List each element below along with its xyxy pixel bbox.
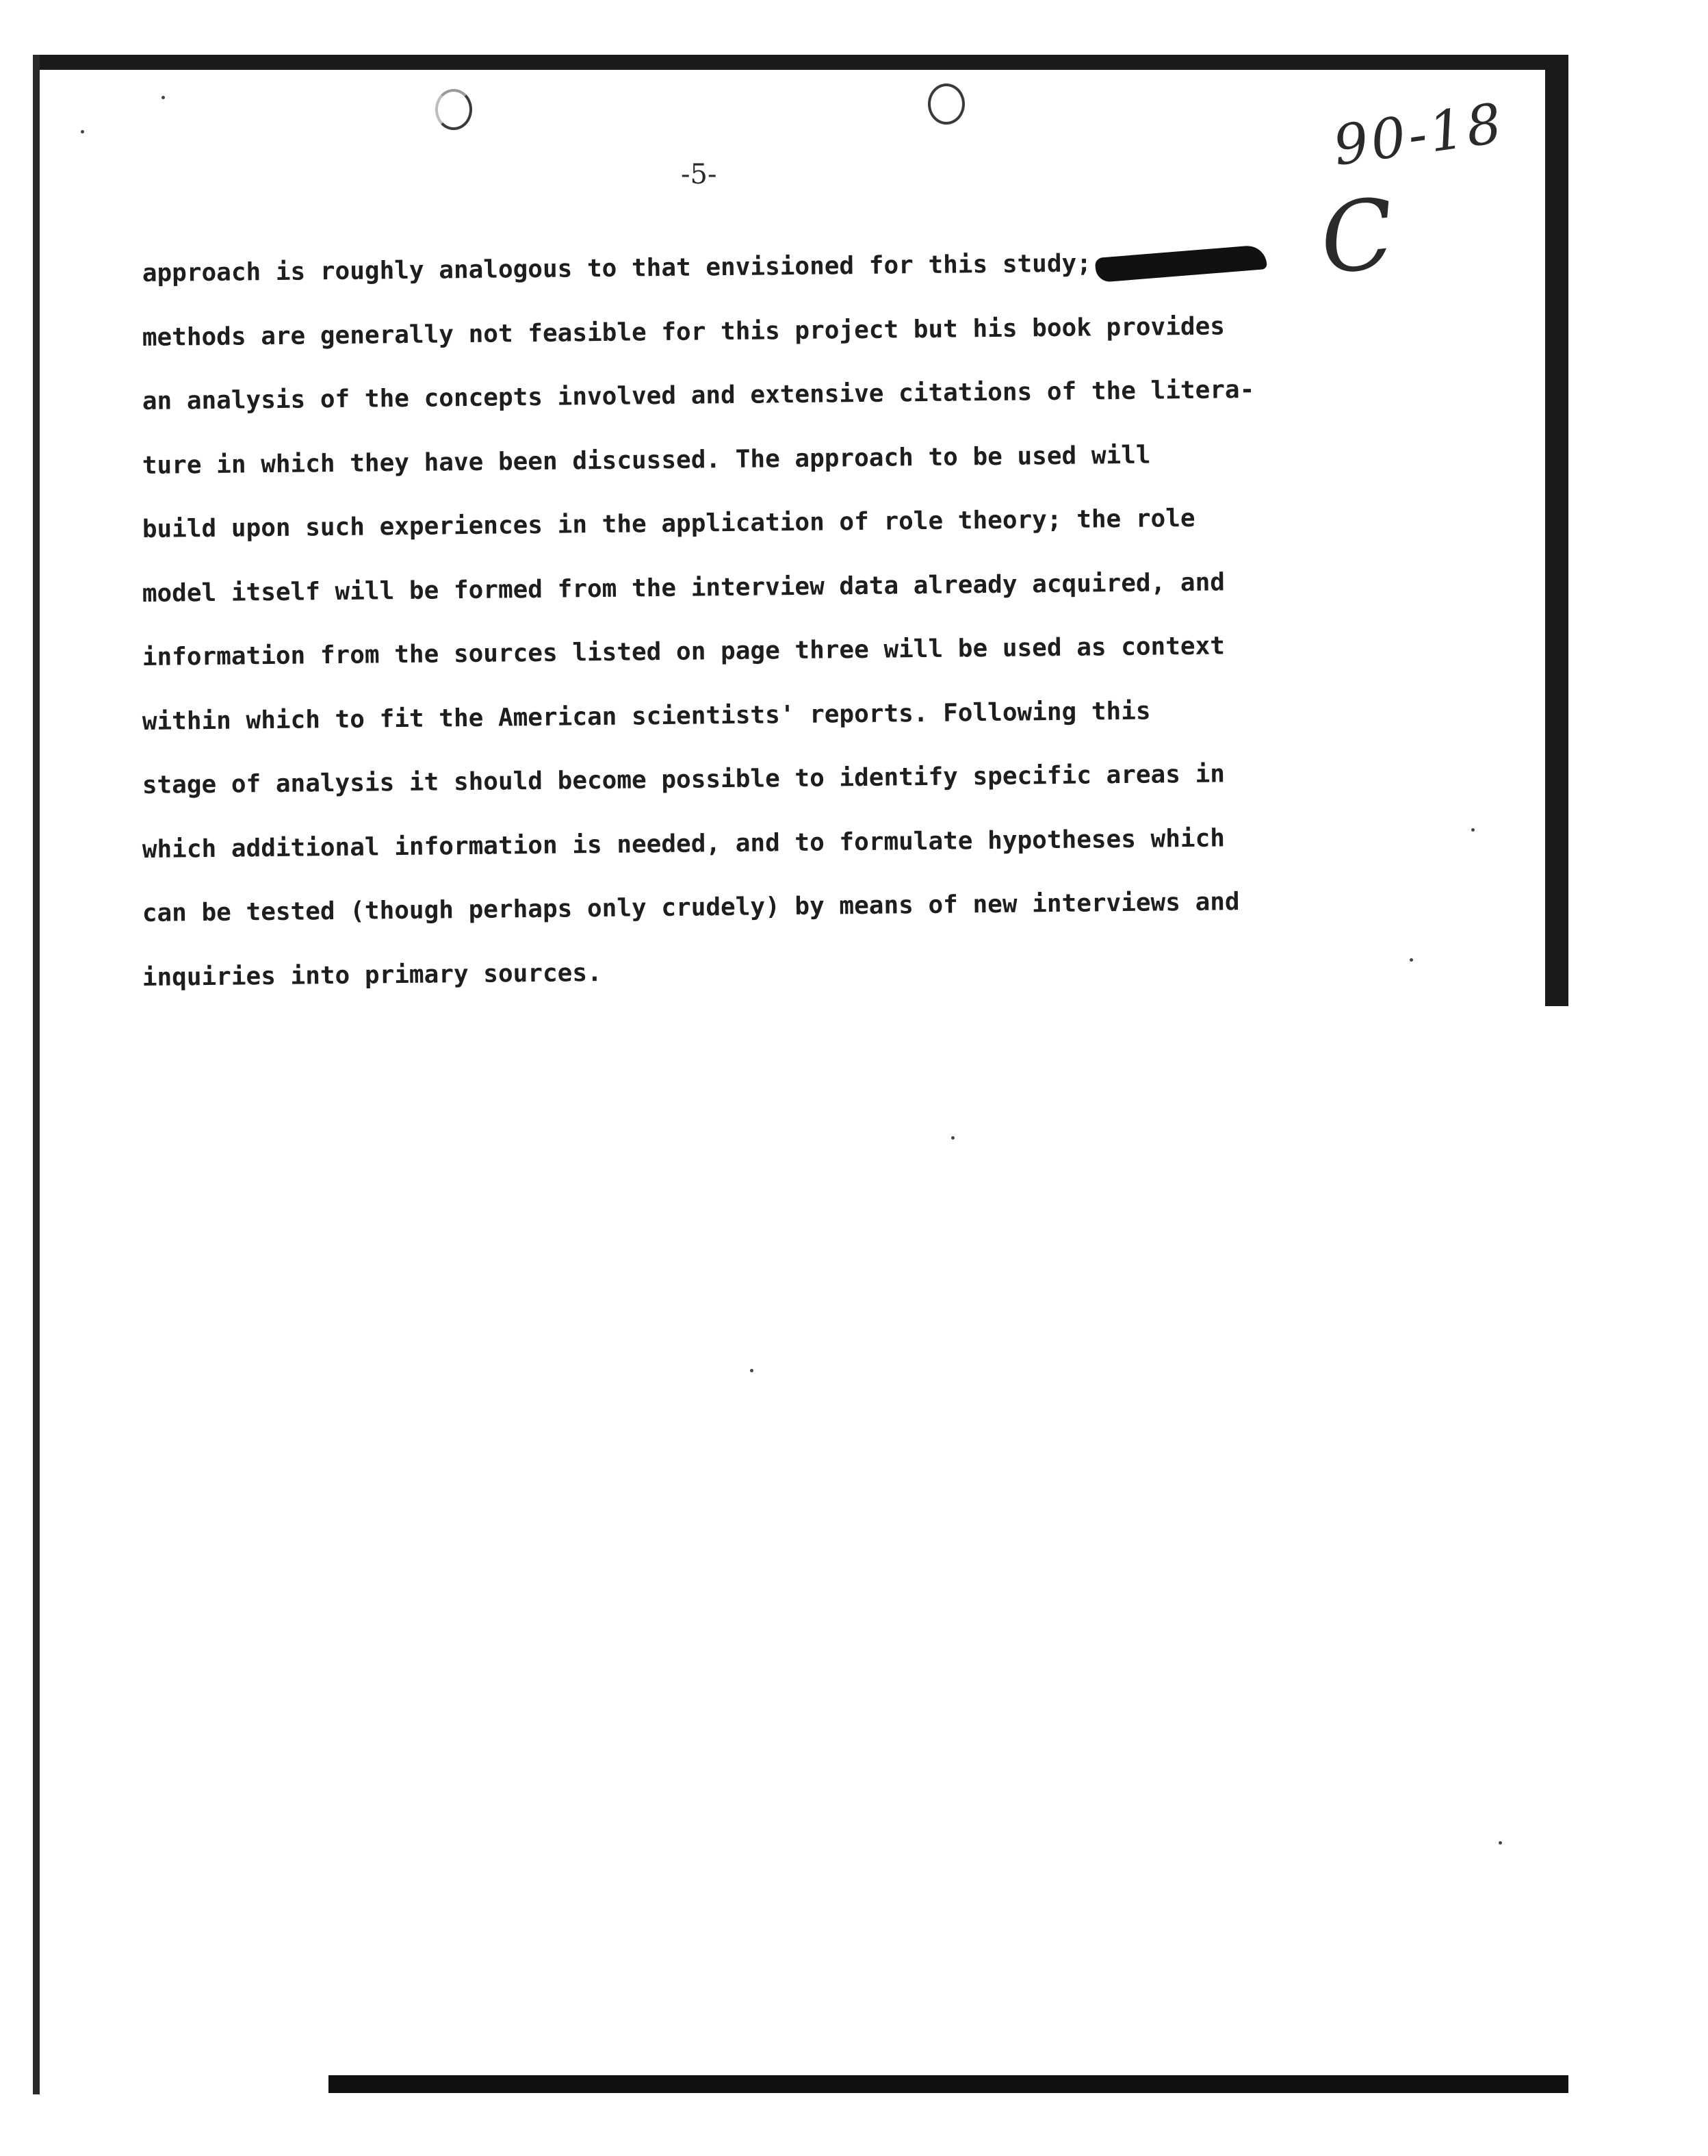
text-line: model itself will be formed from the interview data already acquired, and — [142, 567, 1226, 608]
scan-border-top — [33, 55, 1568, 70]
scan-border-bottom — [328, 2075, 1568, 2093]
text-line: information from the sources listed on page three will be used as context — [142, 632, 1226, 671]
text-line: stage of analysis it should become possible to identify specific areas in — [142, 760, 1226, 799]
text-line-content: approach is roughly analogous to that envisioned for this study; — [142, 249, 1092, 287]
scan-speck — [81, 130, 84, 133]
text-line: build upon such experiences in the application of role theory; the role — [142, 504, 1195, 543]
text-line: ture in which they have been discussed. The approach to be used will — [142, 441, 1151, 480]
handwritten-letter: C — [1315, 177, 1400, 297]
handwritten-annotation: 90-18 — [1329, 91, 1508, 178]
scan-border-left — [33, 55, 40, 2094]
body-text — [142, 249, 1306, 1021]
page-number: -5- — [681, 159, 717, 190]
text-line: within which to fit the American scientists' reports. Following this — [142, 697, 1151, 736]
scan-speck — [1410, 958, 1413, 962]
redaction-mark — [1095, 244, 1267, 283]
text-line: which additional information is needed, and to formulate hypotheses which — [142, 823, 1226, 864]
scan-speck — [1499, 1841, 1502, 1845]
text-line — [142, 241, 1306, 317]
punch-hole-left — [435, 89, 472, 130]
punch-hole-right — [928, 84, 965, 125]
scan-border-right — [1545, 55, 1568, 1006]
scan-speck — [161, 96, 165, 99]
text-line: methods are generally not feasible for this project but his book provides — [142, 311, 1226, 352]
scan-speck — [750, 1369, 753, 1372]
scan-speck — [1471, 828, 1475, 832]
text-line: an analysis of the concepts involved and extensive citations of the litera- — [142, 375, 1255, 415]
text-line: inquiries into primary sources. — [142, 958, 602, 992]
text-line: can be tested (though perhaps only crudely) by means of new interviews and — [142, 888, 1240, 927]
scan-speck — [951, 1136, 955, 1140]
